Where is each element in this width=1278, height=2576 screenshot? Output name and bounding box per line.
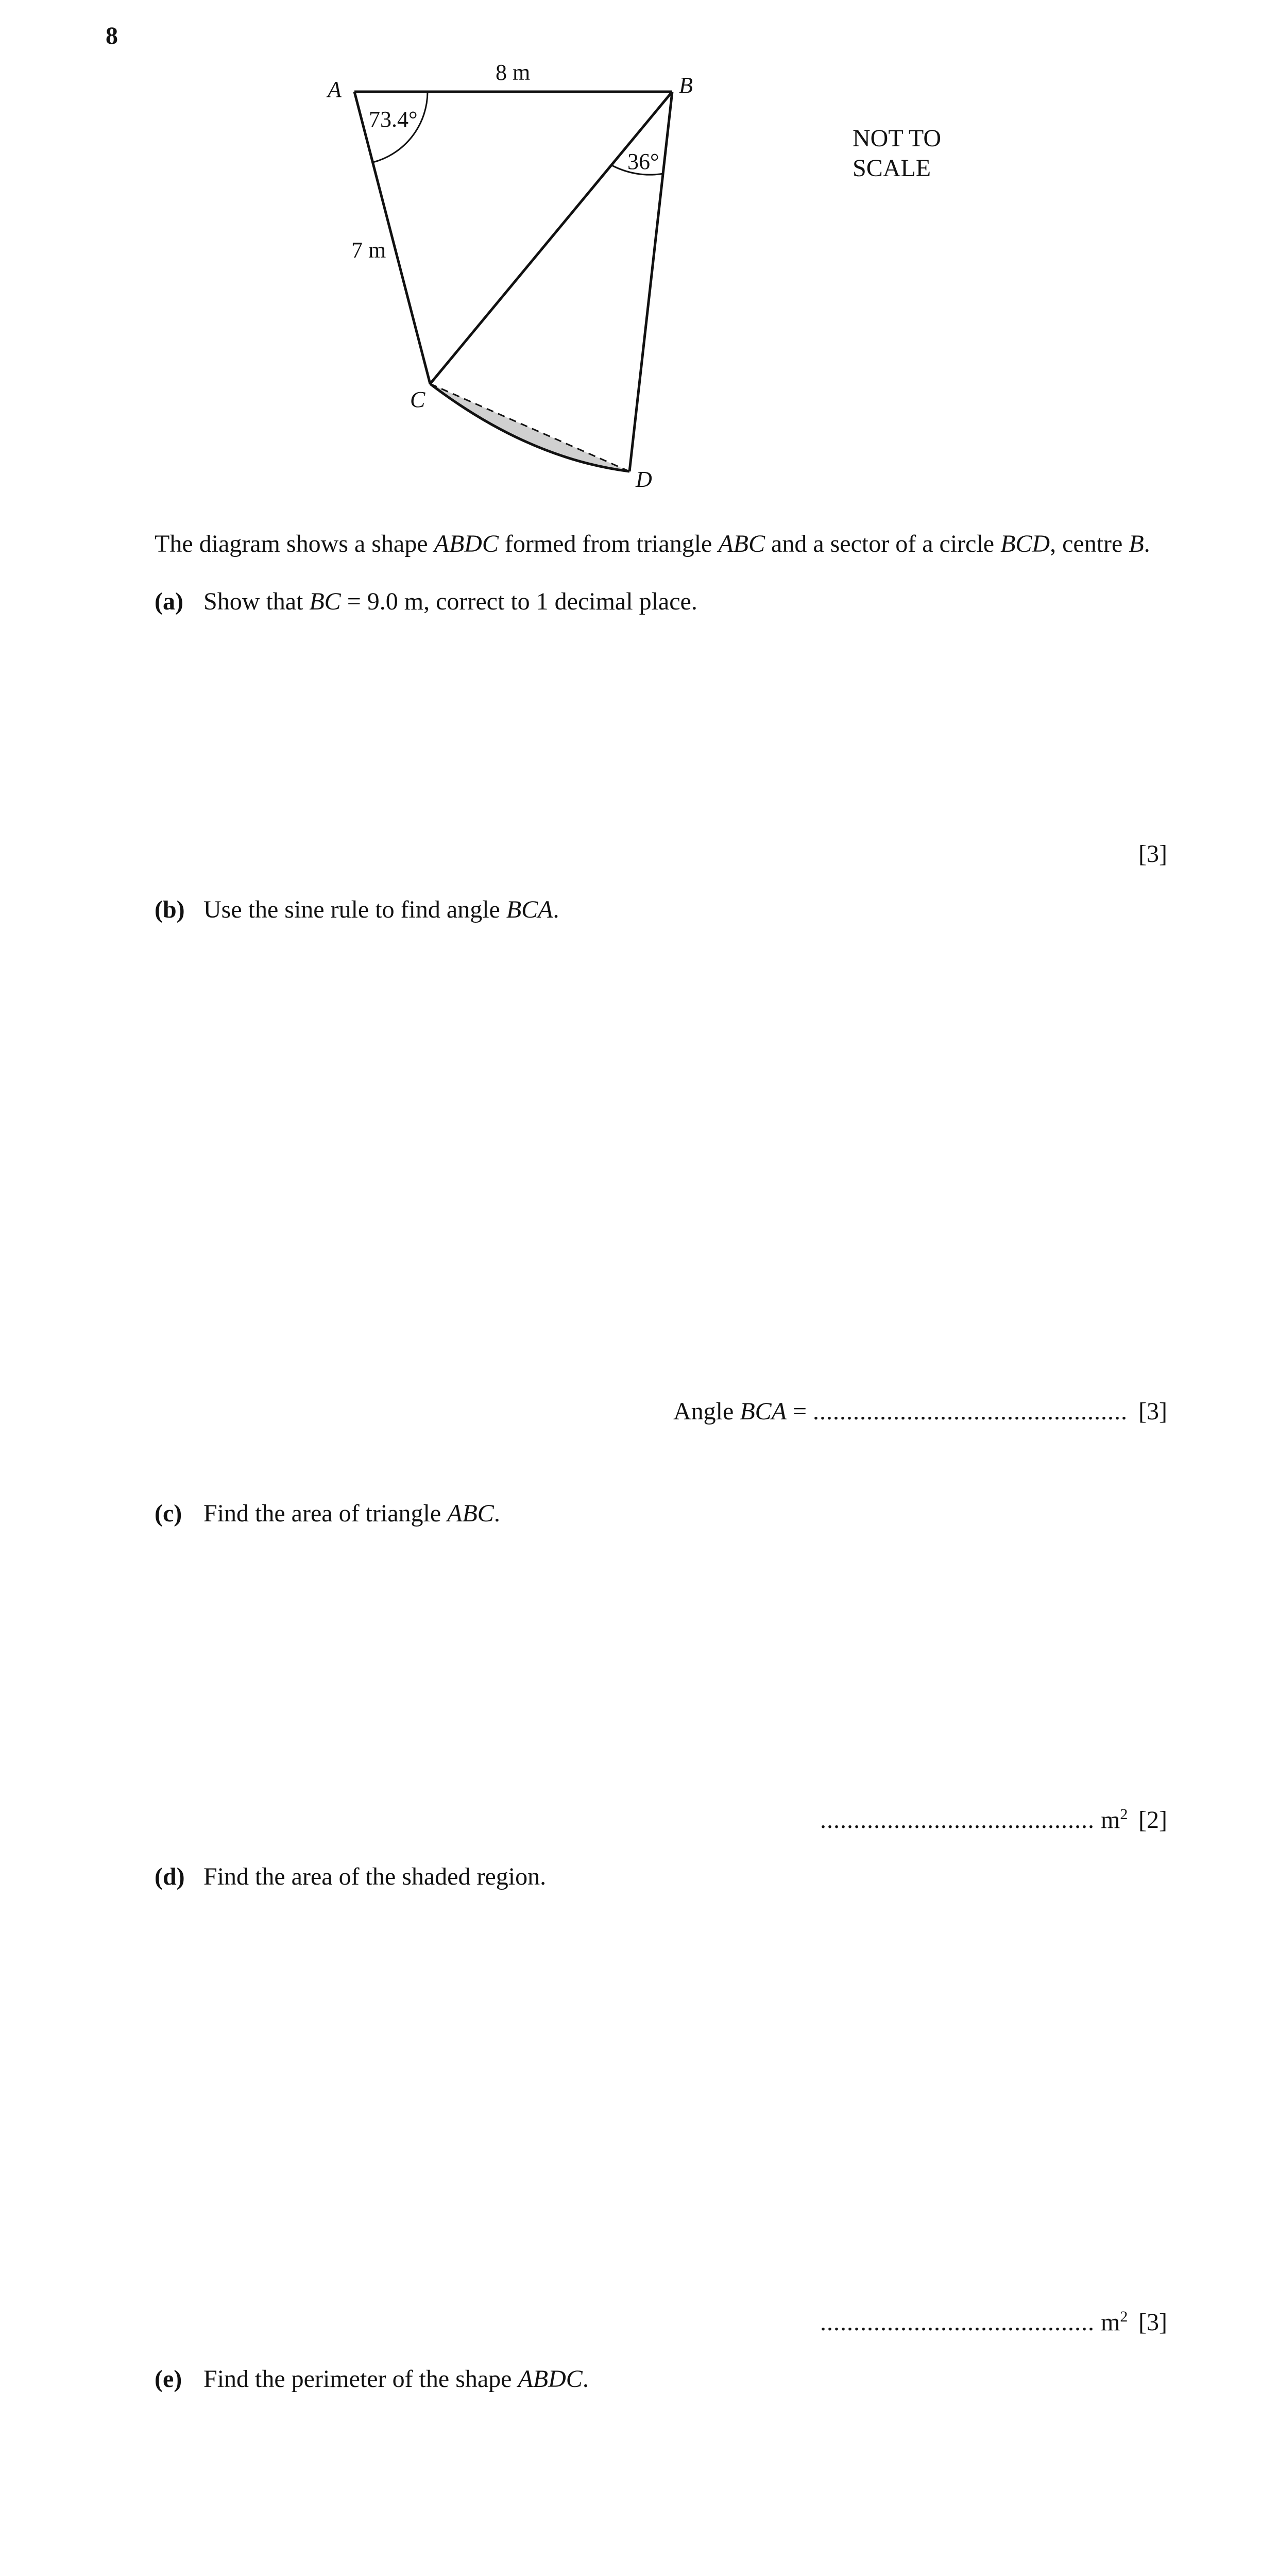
side-ab-length: 8 m — [496, 60, 531, 85]
angle-a-value: 73.4° — [369, 107, 418, 132]
not-to-scale-note — [853, 124, 941, 183]
part-d-question: Find the area of the shaded region. — [203, 1863, 547, 1890]
note-line-2: SCALE — [853, 155, 931, 182]
label-c: C — [410, 387, 425, 412]
part-b-answer-line: Angle BCA = ............................................... — [673, 1398, 1128, 1425]
part-a-label: (a) — [155, 588, 183, 615]
label-a: A — [328, 77, 342, 102]
angle-b-value: 36° — [627, 149, 659, 174]
intro-text: The diagram shows a shape ABDC formed from triangle ABC and a sector of a circle BCD, centre B. — [155, 530, 1150, 557]
part-e-question: Find the perimeter of the shape ABDC. — [203, 2365, 589, 2393]
side-bc — [430, 92, 672, 384]
part-c-answer-line: ......................................... $m^2$ — [820, 1806, 1128, 1834]
part-b-label: (b) — [155, 896, 185, 923]
geometry-diagram — [0, 0, 1278, 515]
part-d-answer-line: ......................................... $m^2$ — [820, 2308, 1128, 2336]
part-c-answer-field[interactable]: ......................................... — [820, 1806, 1095, 1834]
part-a-marks: [3] — [1138, 840, 1167, 868]
question-number: 8 — [106, 22, 118, 49]
label-d: D — [636, 467, 652, 492]
part-e-label: (e) — [155, 2365, 182, 2393]
part-b-question: Use the sine rule to find angle BCA. — [203, 896, 559, 923]
part-b-marks: [3] — [1138, 1398, 1167, 1425]
part-c-label: (c) — [155, 1500, 182, 1527]
shaded-region — [430, 384, 629, 471]
label-b: B — [679, 73, 693, 98]
part-b-answer-field[interactable]: ............................................... — [813, 1398, 1128, 1425]
part-c-marks: [2] — [1138, 1806, 1167, 1834]
part-d-label: (d) — [155, 1863, 185, 1890]
part-a-question: Show that BC = 9.0 m, correct to 1 decimal place. — [203, 588, 697, 615]
part-d-marks: [3] — [1138, 2309, 1167, 2336]
note-line-1: NOT TO — [853, 125, 942, 152]
part-d-answer-field[interactable]: ......................................... — [820, 2309, 1095, 2336]
side-ac-length: 7 m — [351, 238, 386, 263]
part-c-question: Find the area of triangle ABC. — [203, 1500, 500, 1527]
